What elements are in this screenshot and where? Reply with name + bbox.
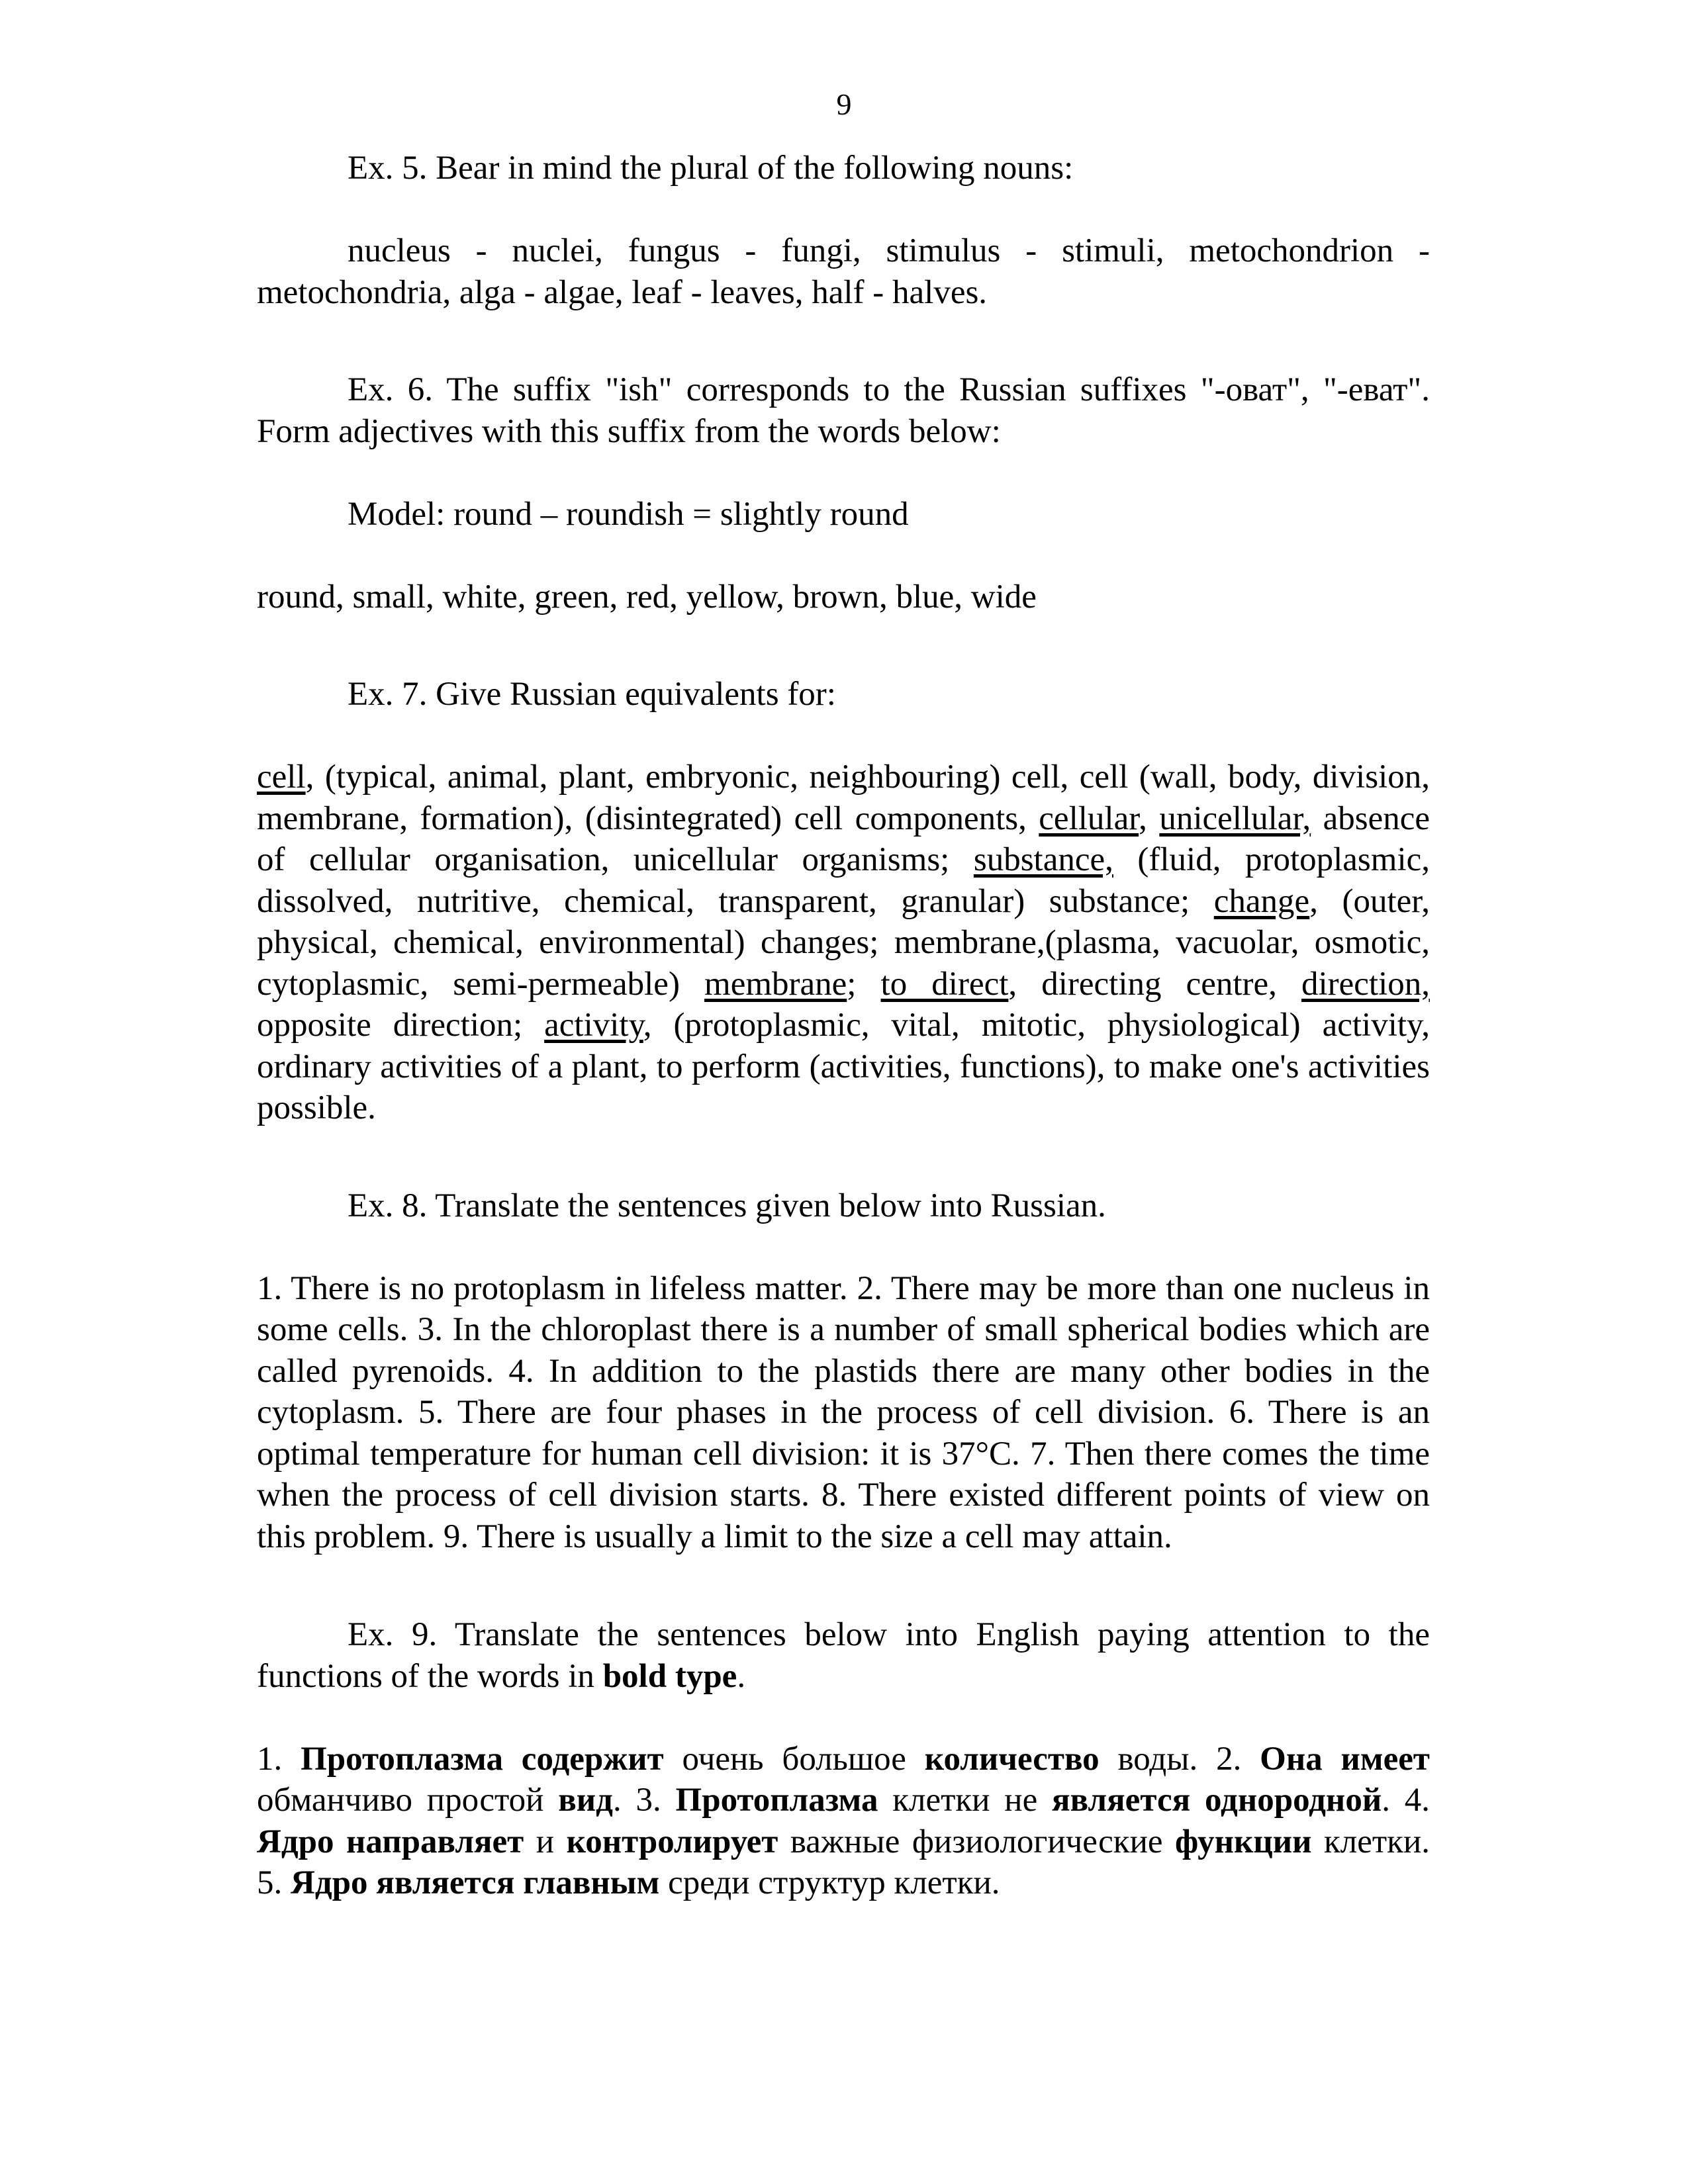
ex9-bold: является однородной bbox=[1052, 1782, 1382, 1819]
ex7-text: , (typical, animal, plant, embryonic, neighbouring) cell, cell (wall, body, division, membrane, formation), (disintegrated) cell components, bbox=[257, 758, 1430, 837]
ex7-text: opposite direction; bbox=[257, 1007, 545, 1044]
ex9-text: обманчиво простой bbox=[257, 1782, 559, 1819]
ex9-text: очень большое bbox=[663, 1740, 925, 1778]
ex5-body: nucleus - nuclei, fungus - fungi, stimulus - stimuli, metochondrion - metochondria, alga - algae, leaf - leaves, half - halves. bbox=[257, 232, 1430, 311]
ex9-text: среди структур клетки. bbox=[659, 1864, 1000, 1901]
ex7-heading: Ex. 7. Give Russian equivalents for: bbox=[348, 676, 836, 713]
ex9-text: . 3. bbox=[612, 1782, 676, 1819]
page-number: 9 bbox=[836, 87, 852, 121]
ex9-bold: функции bbox=[1175, 1823, 1312, 1860]
ex7-term-substance: substance, bbox=[973, 841, 1113, 878]
ex9-text: 1. bbox=[257, 1740, 301, 1778]
ex7-term-cell: cell bbox=[257, 758, 306, 796]
ex9-text: воды. 2. bbox=[1099, 1740, 1260, 1778]
ex9-text: . 4. bbox=[1382, 1782, 1430, 1819]
ex9-text: важные физиологические bbox=[778, 1823, 1176, 1860]
ex7-term-cellular: cellular bbox=[1039, 799, 1139, 837]
ex9-bold: Ядро направляет bbox=[257, 1823, 524, 1860]
ex7-text: , (protoplasmic, vital, mitotic, physiological) activity, ordinary activities of a plant, to perform (activities, functions), to make one's activities possible. bbox=[257, 1007, 1430, 1126]
ex9-heading-text: Ex. 9. Translate the sentences below into English paying attention to the functions of the words in bbox=[257, 1616, 1430, 1695]
ex9-bold: Протоплазма содержит bbox=[301, 1740, 664, 1778]
ex9-bold: количество bbox=[924, 1740, 1100, 1778]
ex9-body bbox=[257, 1739, 1430, 1904]
ex5-heading: Ex. 5. Bear in mind the plural of the following nouns: bbox=[348, 150, 1074, 187]
ex7-text: absence of cellular organisation, unicellular organisms; bbox=[257, 799, 1430, 878]
document-body bbox=[257, 148, 1430, 1904]
ex6-heading: Ex. 6. The suffix "ish" corresponds to the Russian suffixes "-оват", "-еват". Form adjectives with this suffix from the words below: bbox=[257, 371, 1430, 450]
ex7-term-activity: activity bbox=[544, 1007, 643, 1044]
ex8-heading: Ex. 8. Translate the sentences given below into Russian. bbox=[348, 1187, 1106, 1224]
ex6-words: round, small, white, green, red, yellow, brown, blue, wide bbox=[257, 578, 1037, 615]
ex9-text: и bbox=[524, 1823, 567, 1860]
ex9-bold: Она имеет bbox=[1260, 1740, 1430, 1778]
ex8-body: 1. There is no protoplasm in lifeless matter. 2. There may be more than one nucleus in some cells. 3. In the chloroplast there is a number of small spherical bodies which are called pyrenoids. 4. In addition to the plastids there are many other bodies in the cytoplasm. 5. There are four phases in the process of cell division. 6. There is an optimal temperature for human cell division: it is 37°C. 7. Then there comes the time when the process of cell division starts. 8. There existed different points of view on this problem. 9. There is usually a limit to the size a cell may attain. bbox=[257, 1269, 1430, 1555]
ex9-text: клетки. 5. bbox=[257, 1823, 1430, 1901]
ex9-text: клетки не bbox=[878, 1782, 1053, 1819]
ex7-term-to-direct: to direct bbox=[880, 965, 1009, 1003]
ex6-model: Model: round – roundish = slightly round bbox=[348, 495, 909, 533]
ex7-text: ; bbox=[847, 965, 881, 1003]
ex9-bold: Протоплазма bbox=[675, 1782, 878, 1819]
ex9-bold: Ядро является главным bbox=[291, 1864, 660, 1901]
ex9-heading bbox=[257, 1614, 1430, 1697]
ex7-text: , directing centre, bbox=[1008, 965, 1301, 1003]
ex7-term-unicellular: unicellular, bbox=[1159, 799, 1311, 837]
ex7-term-change: change bbox=[1213, 882, 1310, 920]
ex7-term-membrane: membrane bbox=[704, 965, 847, 1003]
ex7-body bbox=[257, 756, 1430, 1129]
ex7-text: , (outer, physical, chemical, environmental) changes; membrane,(plasma, vacuolar, osmotic, cytoplasmic, semi-permeable) bbox=[257, 882, 1430, 1003]
ex7-text: (fluid, protoplasmic, dissolved, nutritive, chemical, transparent, granular) substance; bbox=[257, 841, 1430, 920]
ex9-heading-bold: bold type bbox=[602, 1657, 737, 1695]
ex9-bold: контролирует bbox=[566, 1823, 778, 1860]
ex9-bold: вид bbox=[558, 1782, 613, 1819]
ex9-heading-text: . bbox=[737, 1657, 746, 1695]
ex7-text: , bbox=[1139, 799, 1160, 837]
ex7-term-direction: direction, bbox=[1301, 965, 1430, 1003]
